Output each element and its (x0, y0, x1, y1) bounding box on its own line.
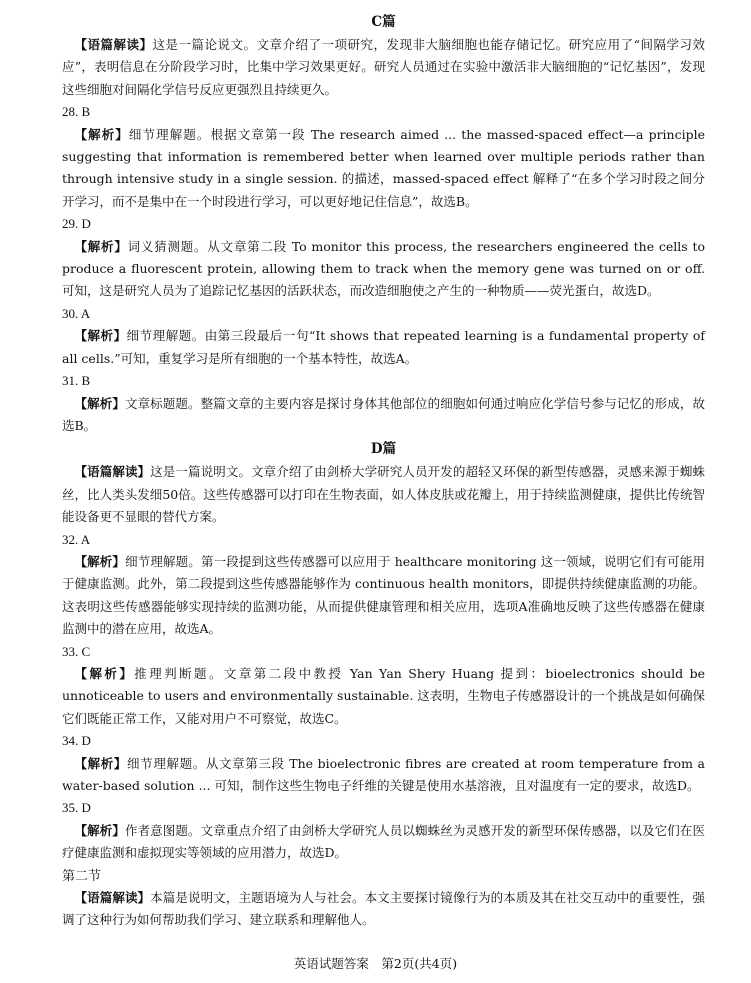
section-c-title: C篇 (371, 14, 396, 30)
analysis-text: 词义猜测题。从文章第二段 To monitor this process, the researchers engineered the cells to produce a fluorescent protein, allowing them to track when the memory gene was turned on or off. 可知，这是研究人员为了追踪记忆基因的活跃状态，而改造细胞使之产生的一种物质——荧光蛋白，故选D。 (62, 238, 705, 299)
intro-label: 【语篇解读】 (74, 464, 151, 480)
question-34-answer: 34. D (62, 733, 91, 749)
part-2-title: 第二节 (62, 867, 102, 883)
analysis-text: 细节理解题。由第三段最后一句“It shows that repeated learning is a fundamental property of all cells.”可知，重复学习是所有细胞的一个基本特性，故选A。 (62, 328, 705, 366)
intro-label: 【语篇解读】 (74, 890, 151, 906)
question-33-analysis (62, 663, 705, 730)
question-29-answer: 29. D (62, 216, 91, 232)
intro-text: 这是一篇论说文。文章介绍了一项研究，发现非大脑细胞也能存储记忆。研究应用了“间隔学习效应”，表明信息在分阶段学习时，比集中学习效果更好。研究人员通过在实验中激活非大脑细胞的“记忆基因”，发现这些细胞对间隔化学信号反应更强烈且持续更久。 (62, 37, 705, 97)
analysis-label: 【解析】 (74, 822, 125, 838)
question-35-analysis (62, 820, 705, 865)
analysis-label: 【解析】 (74, 755, 128, 771)
analysis-label: 【解析】 (74, 665, 135, 681)
question-34-analysis (62, 753, 705, 798)
intro-label: 【语篇解读】 (74, 37, 153, 52)
question-35-answer: 35. D (62, 800, 91, 816)
analysis-text: 细节理解题。根据文章第一段 The research aimed ... the massed-spaced effect—a principle suggesting that information is remembered better when learned over multiple periods rather than through intensive study in a single session. 的描述，massed-spaced effect 解释了“在多个学习时段之间分开学习，而不是集中在一个时段进行学习，可以更好地记住信息”，故选B。 (62, 126, 705, 209)
analysis-label: 【解析】 (74, 395, 125, 411)
question-31-answer: 31. B (62, 373, 91, 389)
question-29-analysis (62, 236, 705, 303)
question-32-answer: 32. A (62, 531, 91, 547)
question-30-answer: 30. A (62, 305, 91, 321)
intro-text: 本篇是说明文，主题语境为人与社会。本文主要探讨镜像行为的本质及其在社交互动中的重要性，强调了这种行为如何帮助我们学习、建立联系和理解他人。 (62, 890, 705, 928)
page-footer: 英语试题答案 第2页(共4页) (293, 955, 458, 971)
analysis-label: 【解析】 (74, 553, 126, 569)
part-2-intro (62, 887, 705, 932)
question-33-answer: 33. C (62, 643, 91, 659)
analysis-label: 【解析】 (74, 126, 129, 142)
analysis-text: 细节理解题。第一段提到这些传感器可以应用于 healthcare monitoring 这一领域，说明它们有可能用于健康监测。此外，第二段提到这些传感器能够作为 continuous health monitors，即提供持续健康监测的功能。这表明这些传感器能够实现持续的监测功能，从而提供健康管理和相关应用，选项A准确地反映了这些传感器在健康监测中的潜在应用，故选A。 (62, 553, 705, 637)
analysis-text: 细节理解题。从文章第三段 The bioelectronic fibres are created at room temperature from a water-based solution ... 可知，制作这些生物电子纤维的关键是使用水基溶液，且对温度有一定的要求，故选D。 (62, 755, 705, 793)
analysis-text: 推理判断题。文章第二段中教授 Yan Yan Shery Huang 提到：bioelectronics should be unnoticeable to users and environmentally sustainable. 这表明，生物电子传感器设计的一个挑战是如何确保它们既能正常工作，又能对用户不可察觉，故选C。 (62, 665, 705, 726)
section-d-title: D篇 (370, 441, 397, 458)
question-32-analysis (62, 551, 705, 641)
section-d-intro (62, 461, 705, 528)
question-30-analysis (62, 325, 705, 370)
question-31-analysis (62, 393, 705, 438)
intro-text: 这是一篇说明文。文章介绍了由剑桥大学研究人员开发的超轻又环保的新型传感器，灵感来源于蜘蛛丝，比人类头发细50倍。这些传感器可以打印在生物表面，如人体皮肤或花瓣上，用于持续监测健康，提供比传统智能设备更不显眼的替代方案。 (62, 464, 705, 525)
section-c-intro (62, 34, 705, 101)
question-28-answer: 28. B (62, 104, 91, 120)
analysis-text: 文章标题题。整篇文章的主要内容是探讨身体其他部位的细胞如何通过响应化学信号参与记忆的形成，故选B。 (62, 395, 705, 433)
analysis-label: 【解析】 (74, 328, 127, 344)
analysis-label: 【解析】 (74, 238, 128, 254)
analysis-text: 作者意图题。文章重点介绍了由剑桥大学研究人员以蜘蛛丝为灵感开发的新型环保传感器，以及它们在医疗健康监测和虚拟现实等领域的应用潜力，故选D。 (62, 822, 705, 861)
question-28-analysis (62, 124, 705, 214)
